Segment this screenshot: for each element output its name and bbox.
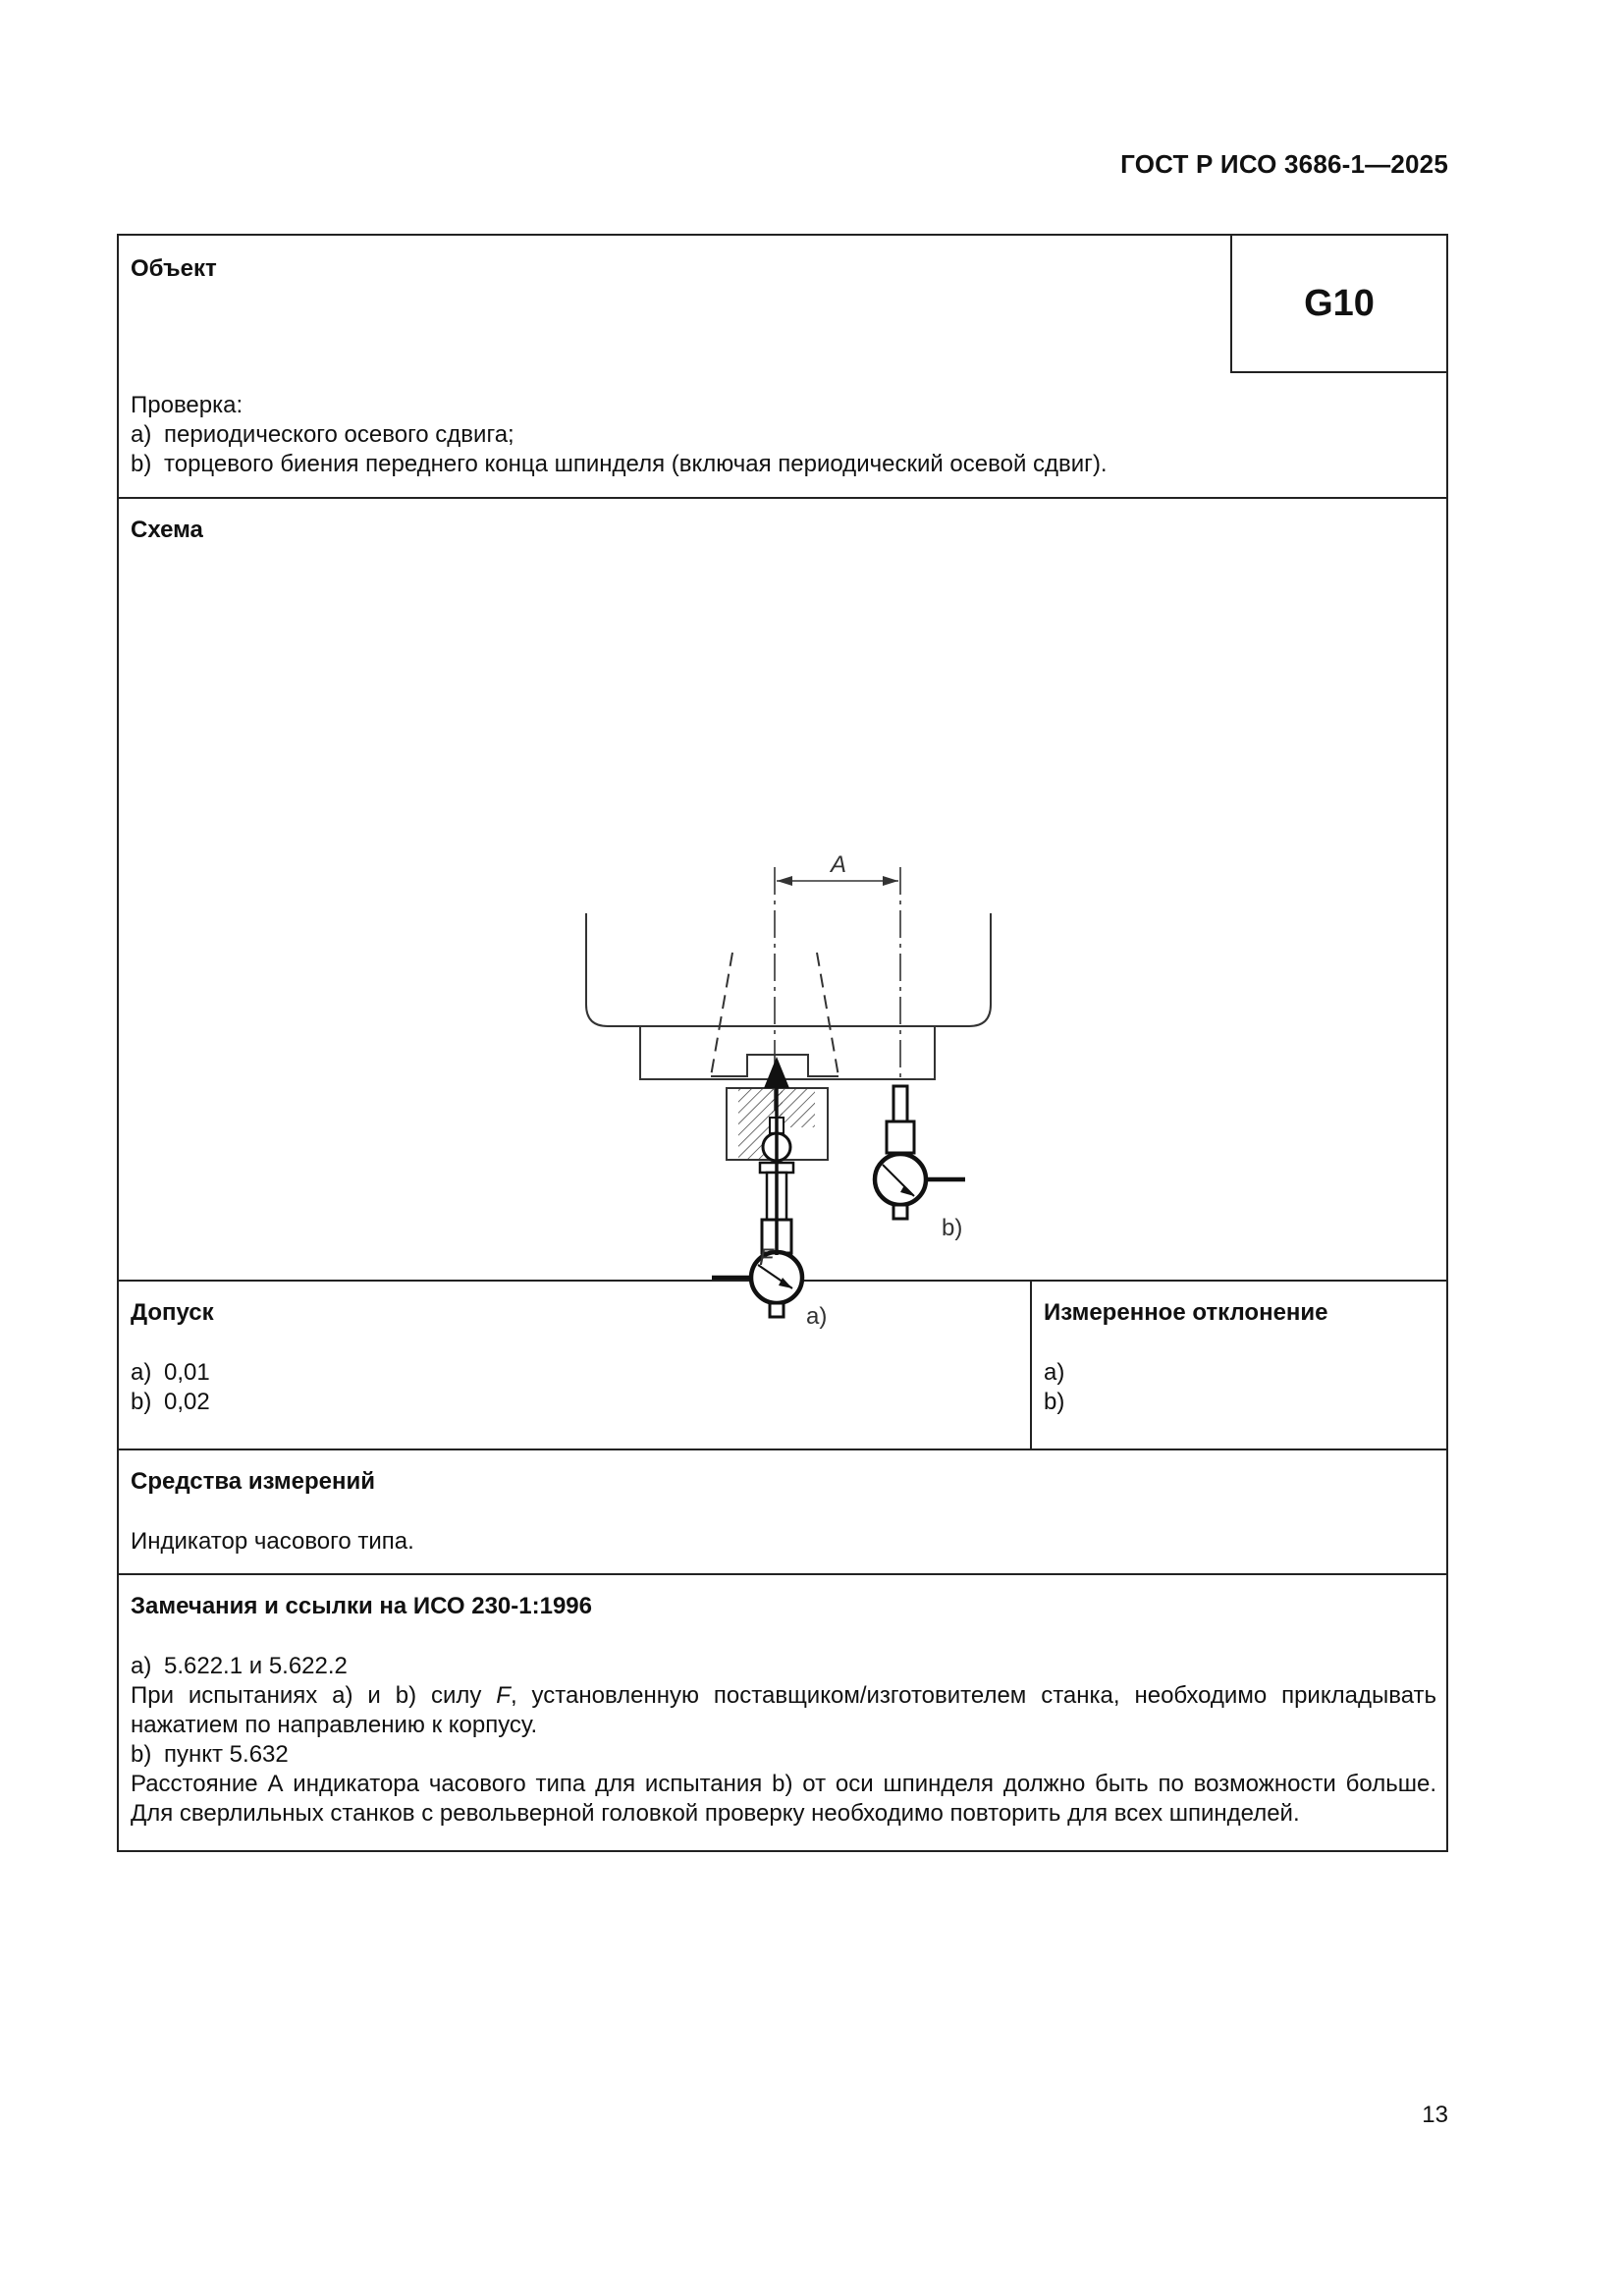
object-item-b (131, 450, 1108, 479)
force-label: F (759, 1244, 774, 1271)
remark-b-ref: b) пункт 5.632 (131, 1741, 289, 1768)
force-overlay (119, 499, 1446, 1280)
tolerance-value: 0,01 (164, 1359, 210, 1386)
test-code: G10 (1230, 236, 1446, 373)
object-section (119, 236, 1446, 499)
deviation-cell (1032, 1282, 1446, 1449)
object-lead: Проверка: (131, 392, 243, 418)
object-description (131, 391, 1108, 479)
page-number: 13 (1422, 2102, 1448, 2128)
force-arrow-head (764, 1057, 789, 1088)
remark-a-text: При испытаниях a) и b) силу F, установленную поставщиком/изготовителем станка, необходимо прикладывать (131, 1682, 1437, 1709)
remarks-section (119, 1575, 1446, 1850)
remarks-text (131, 1652, 1436, 1829)
remarks-title: Замечания и ссылки на ИСО 230-1:1996 (131, 1593, 592, 1619)
deviation-item-b: b) (1044, 1389, 1065, 1415)
tolerance-item-a (131, 1358, 210, 1388)
tolerance-value: 0,02 (164, 1389, 210, 1415)
deviation-list (1044, 1358, 1064, 1417)
dimension-label-a: A (830, 851, 847, 878)
item-text: периодического осевого сдвига; (164, 421, 514, 448)
item-label: a) (131, 1359, 152, 1386)
instruments-section (119, 1450, 1446, 1575)
deviation-title: Измеренное отклонение (1044, 1299, 1328, 1326)
deviation-item-a: a) (1044, 1359, 1065, 1386)
standard-header: ГОСТ Р ИСО 3686-1—2025 (1120, 149, 1448, 179)
tolerance-item-b (131, 1388, 210, 1417)
tolerance-title: Допуск (131, 1299, 214, 1326)
tolerance-section (119, 1282, 1446, 1450)
remark-b-text: Расстояние А индикатора часового типа для испытания b) от оси шпинделя должно быть по возможности больше. (131, 1771, 1436, 1797)
tolerance-list (131, 1358, 210, 1417)
tolerance-cell (119, 1282, 1032, 1449)
scheme-title: Схема (131, 517, 203, 543)
item-label: b) (131, 1389, 152, 1415)
instruments-text: Индикатор часового типа. (131, 1528, 414, 1555)
remark-b-text-2: Для сверлильных станков с револьверной головкой проверку необходимо повторить для всех шпинделей. (131, 1800, 1300, 1827)
item-label: a) (131, 421, 152, 448)
object-item-a (131, 420, 1108, 450)
test-sheet-table (117, 234, 1448, 1852)
instruments-title: Средства измерений (131, 1468, 376, 1495)
item-label: b) (131, 451, 152, 477)
item-text: торцевого биения переднего конца шпинделя (включая периодический осевой сдвиг). (164, 451, 1108, 477)
indicator-a-label: a) (806, 1303, 828, 1330)
remark-a-ref: a) 5.622.1 и 5.622.2 (131, 1653, 348, 1679)
remark-a-text-cont: нажатием по направлению к корпусу. (131, 1712, 538, 1738)
object-title: Объект (131, 255, 217, 282)
indicator-b-label: b) (942, 1215, 963, 1241)
